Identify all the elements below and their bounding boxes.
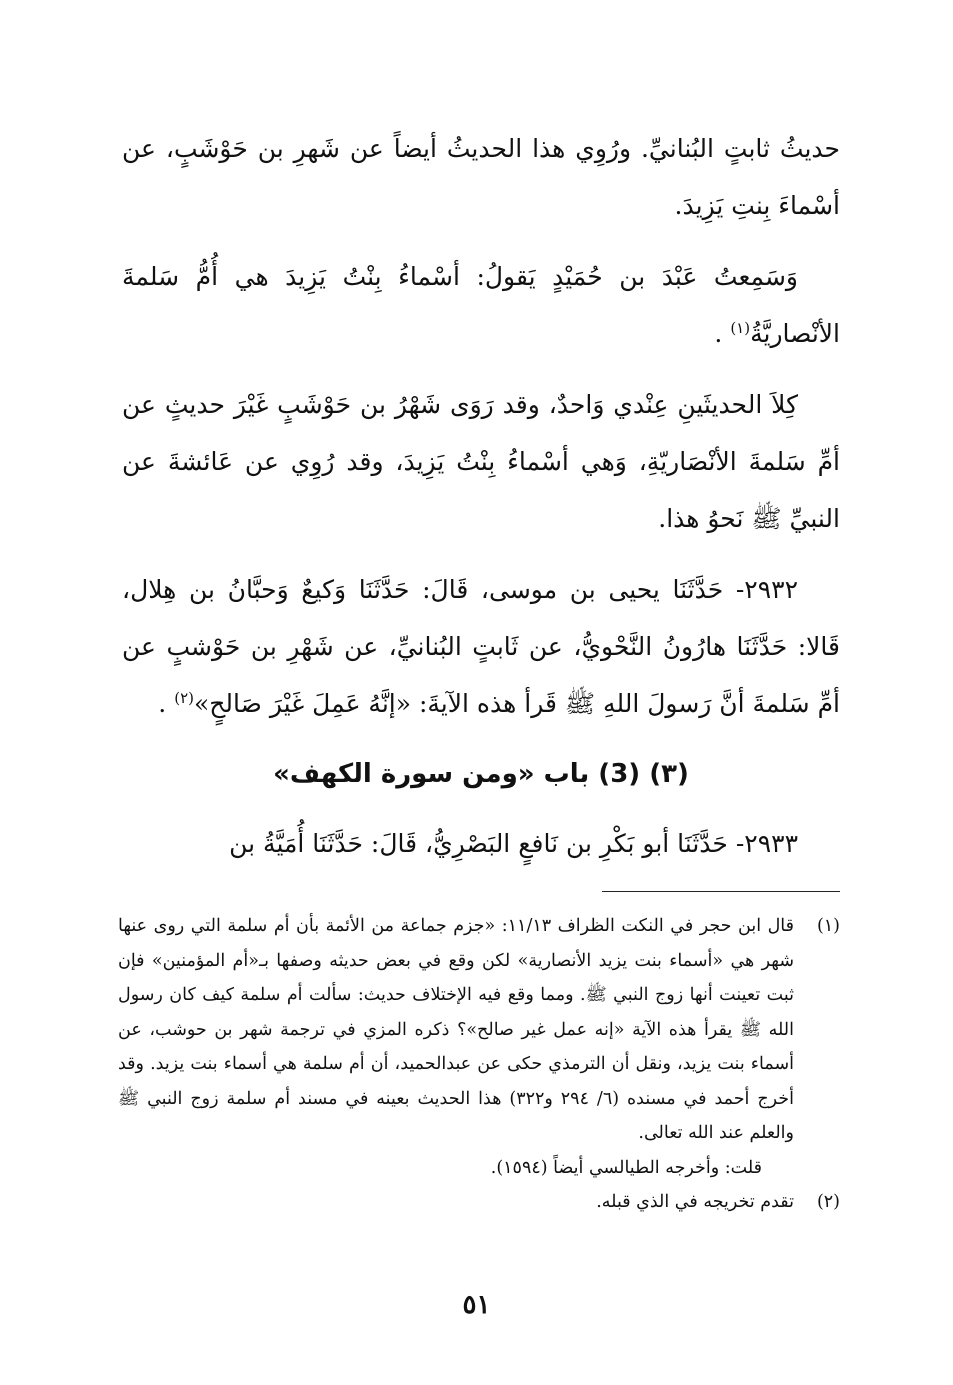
- hadith-2933-text: ٢٩٣٣- حَدَّثَنَا أبو بَكْرِ بن نَافعٍ البَصْرِيُّ، قَالَ: حَدَّثَنَا أُمَيَّةُ بن: [229, 829, 798, 858]
- footnote-1-number: (١): [816, 916, 840, 936]
- footnote-2: [118, 1185, 840, 1220]
- hadith-2932-end: .: [158, 689, 175, 718]
- paragraph-3-text: كِلاَ الحديثَينِ عِنْدي وَاحدٌ، وقد رَوَى شَهْرُ بن حَوْشَبٍ غَيْرَ حديثٍ عن أمِّ سَلمةَ الأنْصَاريّةِ، وَهي أسْماءُ بِنْتُ يَزِيدَ، وقد رُوِي عن عَائشةَ عن النبيِّ ﷺ نَحوُ هذا.: [122, 390, 840, 533]
- footnote-ref-2[interactable]: (٢): [174, 689, 194, 707]
- paragraph-2-end: .: [714, 319, 731, 348]
- paragraph-2-text: وَسَمِعتُ عَبْدَ بن حُمَيْدٍ يَقولُ: أسْماءُ بِنْتُ يَزِيدَ هي أُمُّ سَلمةَ الأنْصاريَّةُ: [122, 262, 840, 348]
- footnote-divider: [602, 891, 840, 892]
- footnote-1-text: قال ابن حجر في النكت الظراف ١١/١٣: «جزم جماعة من الأئمة بأن أم سلمة التي روى عنها شهر هي «أسماء بنت يزيد الأنصارية» لكن وقع في بعض حديثه وصفها بـ«أم المؤمنين» فإن ثبت تعينت أنها زوج النبي ﷺ. ومما وقع فيه الإختلاف حديث: سألت أم سلمة كيف كان رسول الله ﷺ يقرأ هذه الآية «إنه عمل غير صالح»؟ ذكره المزي في ترجمة شهر بن حوشب، عن أسماء بنت يزيد، ونقل أن الترمذي حكى عن عبدالحميد، أن أم سلمة هي أسماء بنت يزيد. وقد أخرج أحمد في مسنده (٦/ ٢٩٤ و٣٢٢) هذا الحديث بعينه في مسند أم سلمة زوج النبي ﷺ والعلم عند الله تعالى.: [118, 916, 794, 1143]
- paragraph-2: [122, 248, 840, 362]
- footnote-1-note-text: قلت: وأخرجه الطيالسي أيضاً (١٥٩٤).: [490, 1157, 762, 1178]
- hadith-2933: [122, 815, 840, 872]
- paragraph-1: [122, 120, 840, 234]
- footnote-1-note: [118, 1151, 840, 1186]
- footnote-1: [118, 909, 840, 1151]
- footnote-ref-1[interactable]: (١): [730, 319, 751, 337]
- paragraph-1-text: حديثُ ثابتٍ البُنانيِّ. ورُوِي هذا الحديثُ أيضاً عن شَهرِ بن حَوْشَبٍ، عن أسْماءَ بِنتِ يَزِيدَ.: [122, 134, 840, 220]
- footnote-2-text: تقدم تخريجه في الذي قبله.: [596, 1192, 794, 1212]
- main-text: [122, 120, 840, 886]
- hadith-2932: [122, 561, 840, 732]
- page-number: ٥١: [462, 1290, 491, 1320]
- footnote-2-number: (٢): [816, 1192, 840, 1212]
- paragraph-3: [122, 376, 840, 547]
- hadith-2932-text: ٢٩٣٢- حَدَّثَنَا يحيى بن موسى، قَالَ: حَدَّثَنَا وَكيعٌ وَحبَّانُ بن هِلال، قَالا: حَدَّثَنَا هارُونُ النَّحْويُّ، عن ثَابتٍ البُنانيِّ، عن شَهْرِ بن حَوْشبٍ عن أمِّ سَلمةَ أنَّ رَسولَ اللهِ ﷺ قَرأ هذه الآيةَ: «إنَّهُ عَمِلَ غَيْرَ صَالحٍ»: [122, 575, 840, 718]
- footnotes: [118, 909, 840, 1220]
- chapter-heading: (٣) (3) باب «ومن سورة الكهف»: [273, 759, 689, 789]
